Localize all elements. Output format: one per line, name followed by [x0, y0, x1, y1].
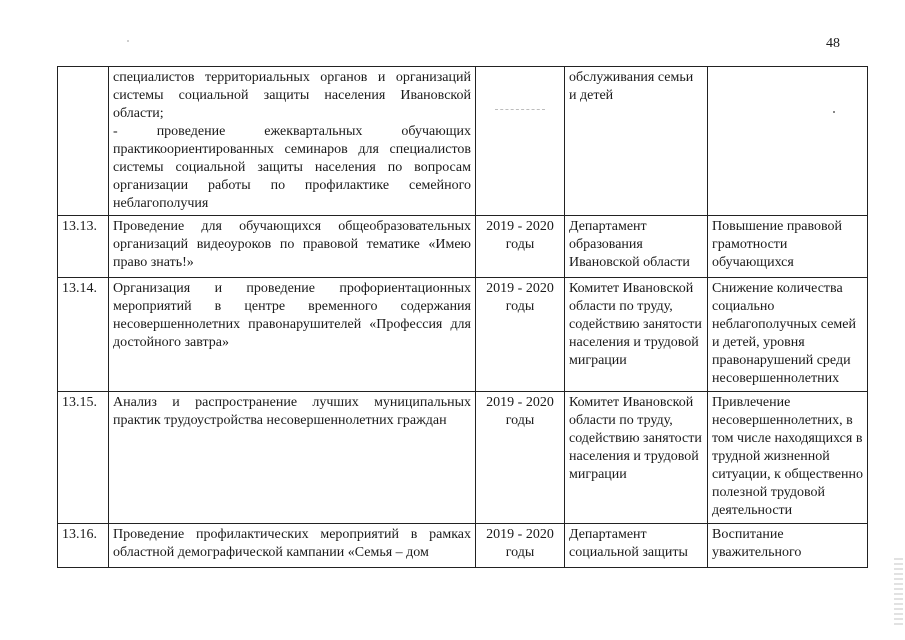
scan-dash-mark: [495, 109, 545, 110]
row-number: 13.15.: [58, 392, 109, 524]
scan-edge-artifact: [894, 558, 903, 628]
row-number: 13.16.: [58, 524, 109, 568]
activity-text: Организация и проведение профориентационных мероприятий в центре временного содержания несовершеннолетних правонарушителей «Профессия для достойного завтра»: [109, 278, 476, 392]
table-row-continuation: [58, 67, 868, 216]
responsible-cell: обслуживания семьи и детей: [565, 67, 708, 216]
term-text: 2019 - 2020 годы: [476, 524, 565, 568]
result-text: Повышение правовой грамотности обучающихся: [708, 216, 868, 278]
responsible-text: Департамент социальной защиты: [565, 524, 708, 568]
number-cell: [58, 67, 109, 216]
table-row: [58, 278, 868, 392]
result-text: Снижение количества социально неблагополучных семей и детей, уровня правонарушений среди несовершеннолетних: [708, 278, 868, 392]
result-text: Привлечение несовершеннолетних, в том числе находящихся в трудной жизненной ситуации, к общественно полезной трудовой деятельности: [708, 392, 868, 524]
responsible-text: Комитет Ивановской области по труду, содействию занятости населения и трудовой миграции: [565, 278, 708, 392]
result-cell: [708, 67, 868, 216]
term-text: 2019 - 2020 годы: [476, 392, 565, 524]
table-row: [58, 216, 868, 278]
page-number: 48: [826, 36, 840, 51]
term-cell: [476, 67, 565, 216]
activity-text: Проведение для обучающихся общеобразовательных организаций видеоуроков по правовой тематике «Имею право знать!»: [109, 216, 476, 278]
activity-cell: [109, 67, 476, 216]
row-number: 13.13.: [58, 216, 109, 278]
responsible-text: Комитет Ивановской области по труду, содействию занятости населения и трудовой миграции: [565, 392, 708, 524]
responsible-text: Департамент образования Ивановской области: [565, 216, 708, 278]
scan-speck: [127, 40, 129, 42]
row-number: 13.14.: [58, 278, 109, 392]
activity-text: - проведение ежеквартальных обучающих практикоориентированных семинаров для специалистов системы социальной защиты населения по вопросам организации работы по профилактике семейного неблагополучия: [113, 124, 471, 211]
term-text: 2019 - 2020 годы: [476, 216, 565, 278]
action-plan-table: [57, 66, 868, 568]
table-row: [58, 524, 868, 568]
result-text: Воспитание уважительного: [708, 524, 868, 568]
table-row: [58, 392, 868, 524]
activity-text: специалистов территориальных органов и организаций системы социальной защиты населения Ивановской области;: [113, 70, 471, 121]
activity-text: Проведение профилактических мероприятий в рамках областной демографической кампании «Семья – дом: [109, 524, 476, 568]
term-text: 2019 - 2020 годы: [476, 278, 565, 392]
activity-text: Анализ и распространение лучших муниципальных практик трудоустройства несовершеннолетних граждан: [109, 392, 476, 524]
